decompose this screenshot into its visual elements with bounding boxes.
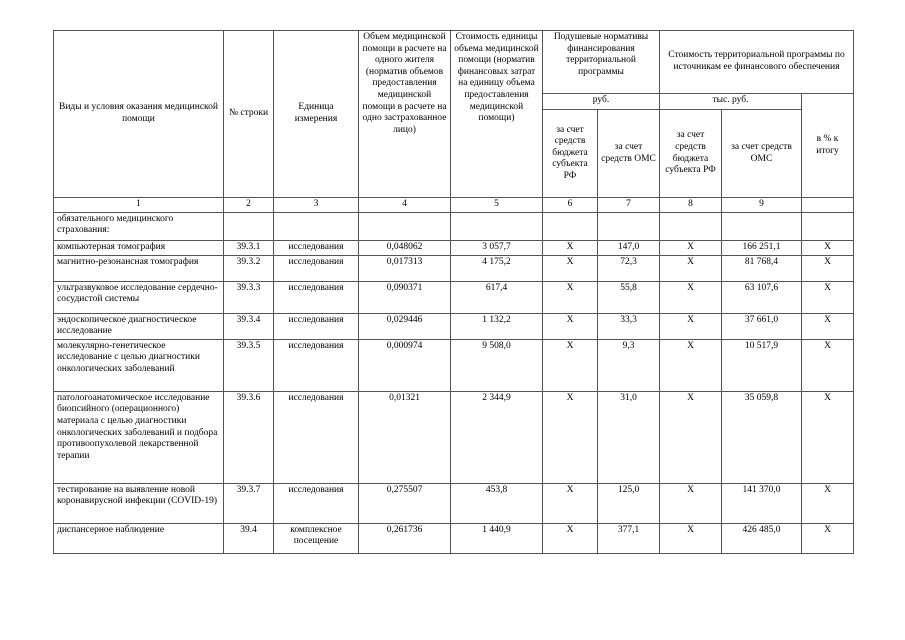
row-percent: Х <box>802 255 854 281</box>
column-numbers-row <box>54 198 854 213</box>
row-pc-budget: Х <box>543 240 598 255</box>
row-tp-oms: 10 517,9 <box>722 339 802 391</box>
row-percent: Х <box>802 483 854 523</box>
row-tp-budget: Х <box>660 281 722 313</box>
row-unit: исследования <box>274 339 359 391</box>
row-pc-budget: Х <box>543 523 598 553</box>
row-number: 39.4 <box>224 523 274 553</box>
row-tp-budget: Х <box>660 255 722 281</box>
header-tp-budget: за счет средств бюджета субъекта РФ <box>660 110 722 198</box>
row-cost: 9 508,0 <box>451 339 543 391</box>
table-row <box>54 240 854 255</box>
row-pc-oms: 147,0 <box>598 240 660 255</box>
header-volume: Объем медицинской помощи в расчете на одного жителя (норматив объемов предоставления медицинской помощи в расчете на одно застрахованное лицо) <box>359 31 451 198</box>
col-number-1: 1 <box>54 198 224 213</box>
row-volume: 0,275507 <box>359 483 451 523</box>
col-number-5: 5 <box>451 198 543 213</box>
row-percent: Х <box>802 281 854 313</box>
header-cost: Стоимость единицы объема медицинской помощи (норматив финансовых затрат на единицу объема предоставления медицинской помощи) <box>451 31 543 198</box>
row-cost: 3 057,7 <box>451 240 543 255</box>
header-per-capita: Подушевые нормативы финансирования территориальной программы <box>543 31 660 94</box>
row-pc-oms: 72,3 <box>598 255 660 281</box>
row-tp-budget: Х <box>660 523 722 553</box>
col-number-3: 3 <box>274 198 359 213</box>
row-unit: исследования <box>274 255 359 281</box>
section-row <box>54 212 854 240</box>
row-volume: 0,090371 <box>359 281 451 313</box>
table-row <box>54 281 854 313</box>
row-tp-oms: 166 251,1 <box>722 240 802 255</box>
row-tp-budget: Х <box>660 240 722 255</box>
row-percent: Х <box>802 523 854 553</box>
table-row <box>54 483 854 523</box>
row-number: 39.3.1 <box>224 240 274 255</box>
col-number-7: 7 <box>598 198 660 213</box>
row-pc-oms: 9,3 <box>598 339 660 391</box>
row-unit: исследования <box>274 313 359 339</box>
row-cost: 1 440,9 <box>451 523 543 553</box>
header-tp-oms: за счет средств ОМС <box>722 110 802 198</box>
row-cost: 617,4 <box>451 281 543 313</box>
row-number: 39.3.5 <box>224 339 274 391</box>
row-name: ультразвуковое исследование сердечно-сосудистой системы <box>54 281 224 313</box>
row-name: компьютерная томография <box>54 240 224 255</box>
row-pc-oms: 125,0 <box>598 483 660 523</box>
section-label: обязательного медицинского страхования: <box>54 212 224 240</box>
row-tp-oms: 81 768,4 <box>722 255 802 281</box>
row-pc-oms: 55,8 <box>598 281 660 313</box>
table-row <box>54 391 854 483</box>
row-tp-budget: Х <box>660 313 722 339</box>
row-tp-oms: 63 107,6 <box>722 281 802 313</box>
row-pc-budget: Х <box>543 281 598 313</box>
row-volume: 0,017313 <box>359 255 451 281</box>
row-number: 39.3.2 <box>224 255 274 281</box>
row-unit: исследования <box>274 391 359 483</box>
row-pc-oms: 377,1 <box>598 523 660 553</box>
row-tp-oms: 426 485,0 <box>722 523 802 553</box>
row-name: тестирование на выявление новой коронавирусной инфекции (COVID-19) <box>54 483 224 523</box>
col-number-2: 2 <box>224 198 274 213</box>
header-percent: в % к итогу <box>802 94 854 198</box>
row-name: патологоанатомическое исследование биопсийного (операционного) материала с целью диагностики онкологических заболеваний и подбора противоопухолевой лекарственной терапии <box>54 391 224 483</box>
row-cost: 453,8 <box>451 483 543 523</box>
row-unit: исследования <box>274 240 359 255</box>
header-pc-oms: за счет средств ОМС <box>598 110 660 198</box>
row-unit: комплексное посещение <box>274 523 359 553</box>
row-cost: 1 132,2 <box>451 313 543 339</box>
col-number-6: 6 <box>543 198 598 213</box>
row-percent: Х <box>802 339 854 391</box>
row-number: 39.3.7 <box>224 483 274 523</box>
row-unit: исследования <box>274 281 359 313</box>
row-name: молекулярно-генетическое исследование с целью диагностики онкологических заболеваний <box>54 339 224 391</box>
row-number: 39.3.6 <box>224 391 274 483</box>
table-row <box>54 313 854 339</box>
row-pc-oms: 33,3 <box>598 313 660 339</box>
row-pc-budget: Х <box>543 483 598 523</box>
row-tp-oms: 37 661,0 <box>722 313 802 339</box>
row-number: 39.3.4 <box>224 313 274 339</box>
row-percent: Х <box>802 391 854 483</box>
row-pc-oms: 31,0 <box>598 391 660 483</box>
row-pc-budget: Х <box>543 255 598 281</box>
row-tp-budget: Х <box>660 339 722 391</box>
financing-table <box>53 30 854 554</box>
row-pc-budget: Х <box>543 391 598 483</box>
table-row <box>54 255 854 281</box>
row-volume: 0,029446 <box>359 313 451 339</box>
table-body <box>54 198 854 554</box>
row-cost: 2 344,9 <box>451 391 543 483</box>
header-unit: Единица измерения <box>274 31 359 198</box>
row-tp-oms: 35 059,8 <box>722 391 802 483</box>
table-header <box>54 31 854 198</box>
table-row <box>54 339 854 391</box>
row-name: эндоскопическое диагностическое исследование <box>54 313 224 339</box>
header-thous-rub: тыс. руб. <box>660 94 802 110</box>
row-percent: Х <box>802 240 854 255</box>
col-number-9: 9 <box>722 198 802 213</box>
row-volume: 0,01321 <box>359 391 451 483</box>
row-cost: 4 175,2 <box>451 255 543 281</box>
row-name: диспансерное наблюдение <box>54 523 224 553</box>
row-tp-oms: 141 370,0 <box>722 483 802 523</box>
row-percent: Х <box>802 313 854 339</box>
row-name: магнитно-резонансная томография <box>54 255 224 281</box>
col-number-8: 8 <box>660 198 722 213</box>
row-unit: исследования <box>274 483 359 523</box>
header-kind: Виды и условия оказания медицинской помощи <box>54 31 224 198</box>
col-number-4: 4 <box>359 198 451 213</box>
header-row-no: № строки <box>224 31 274 198</box>
row-number: 39.3.3 <box>224 281 274 313</box>
row-volume: 0,048062 <box>359 240 451 255</box>
header-pc-budget: за счет средств бюджета субъекта РФ <box>543 110 598 198</box>
row-pc-budget: Х <box>543 339 598 391</box>
row-tp-budget: Х <box>660 483 722 523</box>
header-rub: руб. <box>543 94 660 110</box>
header-program-cost: Стоимость территориальной программы по источникам ее финансового обеспечения <box>660 31 854 94</box>
row-pc-budget: Х <box>543 313 598 339</box>
row-volume: 0,261736 <box>359 523 451 553</box>
row-volume: 0,000974 <box>359 339 451 391</box>
table-row <box>54 523 854 553</box>
row-tp-budget: Х <box>660 391 722 483</box>
